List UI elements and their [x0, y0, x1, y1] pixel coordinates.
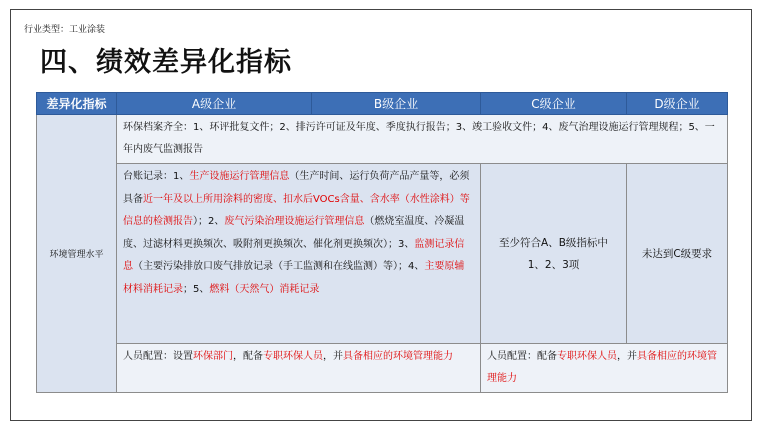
table-row-records	[37, 115, 728, 164]
d-ledger-cell: 未达到C级要求	[627, 164, 728, 344]
row-label-env-management: 环境管理水平	[37, 115, 117, 393]
table-header-row	[37, 93, 728, 115]
table-row-ledger	[37, 164, 728, 344]
indicator-table	[36, 92, 728, 393]
records-cell: 环保档案齐全：1、环评批复文件；2、排污许可证及年度、季度执行报告；3、竣工验收文件；4、废气治理设施运行管理规程；5、一年内废气监测报告	[117, 115, 728, 164]
staff-ab-cell: 人员配置：设置环保部门，配备专职环保人员，并具备相应的环境管理能力	[117, 344, 481, 393]
industry-label: 行业类型：工业涂装	[24, 25, 106, 35]
col-header-b: B级企业	[312, 93, 481, 115]
col-header-a: A级企业	[117, 93, 312, 115]
col-header-indicator: 差异化指标	[37, 93, 117, 115]
page-title: 四、绩效差异化指标	[40, 47, 292, 78]
ledger-cell: 台账记录：1、生产设施运行管理信息（生产时间、运行负荷产品产量等，必须具备近一年及以上所用涂料的密度、扣水后VOCs含量、含水率（水性涂料）等信息的检测报告）；2、废气污染治理设施运行管理信息（燃烧室温度、冷凝温度、过滤材料更换频次、吸附剂更换频次、催化剂更换频次）；3、监测记录信息（主要污染排放口废气排放记录（手工监测和在线监测）等）；4、主要原辅材料消耗记录；5、燃料（天然气）消耗记录	[117, 164, 481, 344]
table-row-staff	[37, 344, 728, 393]
c-ledger-cell: 至少符合A、B级指标中1、2、3项	[481, 164, 627, 344]
col-header-d: D级企业	[627, 93, 728, 115]
staff-cd-cell: 人员配置：配备专职环保人员，并具备相应的环境管理能力	[481, 344, 728, 393]
col-header-c: C级企业	[481, 93, 627, 115]
